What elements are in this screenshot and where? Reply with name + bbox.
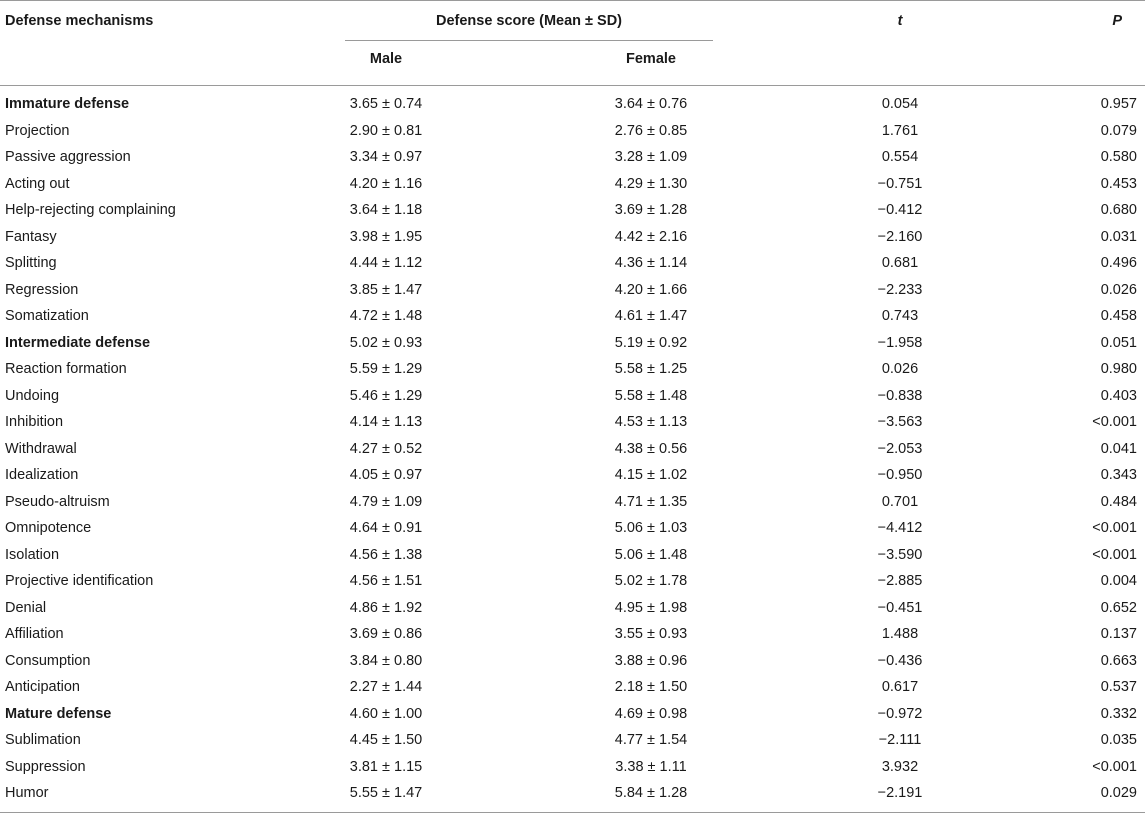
male-score-cell: 3.65 ± 0.74 xyxy=(349,96,423,112)
mechanism-cell: Omnipotence xyxy=(5,520,92,536)
t-value-cell: 0.681 xyxy=(881,255,919,271)
female-score-cell: 5.58 ± 1.25 xyxy=(614,361,688,377)
male-score-cell: 4.64 ± 0.91 xyxy=(349,520,423,536)
table-row xyxy=(0,144,1145,171)
header-male: Male xyxy=(369,51,403,67)
table-group-row xyxy=(0,91,1145,118)
male-score-cell: 3.98 ± 1.95 xyxy=(349,228,423,245)
table-row xyxy=(0,118,1145,145)
t-value-cell: 1.761 xyxy=(881,122,919,139)
female-score-cell: 4.53 ± 1.13 xyxy=(614,414,688,430)
table-row xyxy=(0,489,1145,516)
mechanism-cell: Undoing xyxy=(5,387,60,404)
male-score-cell: 4.05 ± 0.97 xyxy=(349,467,423,483)
female-score-cell: 3.55 ± 0.93 xyxy=(614,626,688,642)
p-value-cell: 0.680 xyxy=(1100,202,1137,218)
male-score-cell: 4.27 ± 0.52 xyxy=(349,440,423,457)
p-value-cell: 0.652 xyxy=(1100,599,1137,616)
male-score-cell: 3.69 ± 0.86 xyxy=(349,626,423,642)
header-defense-score: Defense score (Mean ± SD) xyxy=(435,13,623,29)
mechanism-cell: Projection xyxy=(5,122,70,139)
mechanism-cell: Regression xyxy=(5,281,79,298)
table-row xyxy=(0,462,1145,489)
mechanism-cell: Fantasy xyxy=(5,228,57,245)
p-value-cell: 0.453 xyxy=(1100,175,1137,192)
p-value-cell: 0.496 xyxy=(1100,255,1137,271)
mechanism-cell: Immature defense xyxy=(5,96,130,112)
mechanism-cell: Intermediate defense xyxy=(5,334,151,351)
t-value-cell: −0.412 xyxy=(877,202,923,218)
female-score-cell: 3.28 ± 1.09 xyxy=(614,149,688,165)
table-row xyxy=(0,409,1145,436)
table-row xyxy=(0,515,1145,542)
table-body xyxy=(0,91,1145,807)
table-row xyxy=(0,754,1145,781)
female-score-cell: 2.18 ± 1.50 xyxy=(614,679,688,695)
t-value-cell: −2.160 xyxy=(877,228,923,245)
t-value-cell: −2.191 xyxy=(877,785,923,801)
female-score-cell: 3.88 ± 0.96 xyxy=(614,652,688,669)
table-row xyxy=(0,224,1145,251)
mechanism-cell: Consumption xyxy=(5,652,91,669)
female-score-cell: 4.36 ± 1.14 xyxy=(614,255,688,271)
table-row xyxy=(0,568,1145,595)
male-score-cell: 5.55 ± 1.47 xyxy=(349,785,423,801)
table-row xyxy=(0,383,1145,410)
male-score-cell: 4.86 ± 1.92 xyxy=(349,599,423,616)
male-score-cell: 3.81 ± 1.15 xyxy=(349,758,423,775)
table-row xyxy=(0,277,1145,304)
t-value-cell: −3.590 xyxy=(877,546,923,563)
mechanism-cell: Splitting xyxy=(5,255,57,271)
female-score-cell: 5.58 ± 1.48 xyxy=(614,387,688,404)
table-row xyxy=(0,436,1145,463)
female-score-cell: 5.02 ± 1.78 xyxy=(614,573,688,589)
table-row xyxy=(0,197,1145,224)
t-value-cell: −1.958 xyxy=(877,334,923,351)
p-value-cell: 0.031 xyxy=(1100,228,1137,245)
p-value-cell: 0.980 xyxy=(1100,361,1137,377)
mechanism-cell: Denial xyxy=(5,599,47,616)
mechanism-cell: Humor xyxy=(5,785,49,801)
t-value-cell: −0.451 xyxy=(877,599,923,616)
t-value-cell: −2.885 xyxy=(877,573,923,589)
female-score-cell: 2.76 ± 0.85 xyxy=(614,122,688,139)
t-value-cell: −4.412 xyxy=(877,520,923,536)
p-value-cell: 0.051 xyxy=(1100,334,1137,351)
female-score-cell: 5.06 ± 1.48 xyxy=(614,546,688,563)
mechanism-cell: Isolation xyxy=(5,546,60,563)
mechanism-cell: Projective identification xyxy=(5,573,154,589)
female-score-cell: 5.19 ± 0.92 xyxy=(614,334,688,351)
male-score-cell: 4.72 ± 1.48 xyxy=(349,308,423,324)
female-score-cell: 4.95 ± 1.98 xyxy=(614,599,688,616)
mechanism-cell: Passive aggression xyxy=(5,149,131,165)
table-row xyxy=(0,356,1145,383)
mechanism-cell: Pseudo-altruism xyxy=(5,493,110,510)
male-score-cell: 4.79 ± 1.09 xyxy=(349,493,423,510)
male-score-cell: 5.59 ± 1.29 xyxy=(349,361,423,377)
t-value-cell: −0.950 xyxy=(877,467,923,483)
mechanism-cell: Withdrawal xyxy=(5,440,77,457)
t-value-cell: 3.932 xyxy=(881,758,919,775)
t-value-cell: −0.436 xyxy=(877,652,923,669)
header-bottom-rule xyxy=(0,85,1145,86)
p-value-cell: 0.957 xyxy=(1100,96,1137,112)
p-value-cell: 0.537 xyxy=(1100,679,1137,695)
p-value-cell: 0.343 xyxy=(1100,467,1137,483)
table-group-row xyxy=(0,330,1145,357)
female-score-cell: 4.71 ± 1.35 xyxy=(614,493,688,510)
mechanism-cell: Inhibition xyxy=(5,414,64,430)
female-score-cell: 4.15 ± 1.02 xyxy=(614,467,688,483)
p-value-cell: <0.001 xyxy=(1092,758,1137,775)
female-score-cell: 4.20 ± 1.66 xyxy=(614,281,688,298)
male-score-cell: 3.85 ± 1.47 xyxy=(349,281,423,298)
p-value-cell: 0.004 xyxy=(1100,573,1137,589)
t-value-cell: −2.053 xyxy=(877,440,923,457)
p-value-cell: 0.403 xyxy=(1100,387,1137,404)
p-value-cell: 0.580 xyxy=(1100,149,1137,165)
table-row xyxy=(0,171,1145,198)
male-score-cell: 4.44 ± 1.12 xyxy=(349,255,423,271)
p-value-cell: 0.332 xyxy=(1100,705,1137,722)
female-score-cell: 4.61 ± 1.47 xyxy=(614,308,688,324)
t-value-cell: −0.972 xyxy=(877,705,923,722)
p-value-cell: <0.001 xyxy=(1092,414,1137,430)
header-p: P xyxy=(1112,13,1122,29)
female-score-cell: 3.38 ± 1.11 xyxy=(615,758,687,775)
male-score-cell: 3.84 ± 0.80 xyxy=(349,652,423,669)
t-value-cell: 1.488 xyxy=(881,626,919,642)
p-value-cell: 0.026 xyxy=(1100,281,1137,298)
t-value-cell: 0.054 xyxy=(881,96,919,112)
p-value-cell: <0.001 xyxy=(1092,546,1137,563)
female-score-cell: 4.29 ± 1.30 xyxy=(614,175,688,192)
female-score-cell: 4.38 ± 0.56 xyxy=(614,440,688,457)
table-row xyxy=(0,303,1145,330)
female-score-cell: 4.69 ± 0.98 xyxy=(614,705,688,722)
mechanism-cell: Anticipation xyxy=(5,679,80,695)
mechanism-cell: Idealization xyxy=(5,467,79,483)
table-row xyxy=(0,727,1145,754)
t-value-cell: −2.111 xyxy=(878,732,922,748)
male-score-cell: 4.20 ± 1.16 xyxy=(349,175,423,192)
p-value-cell: 0.663 xyxy=(1100,652,1137,669)
p-value-cell: 0.137 xyxy=(1100,626,1137,642)
table-bottom-rule xyxy=(0,812,1145,813)
table-row xyxy=(0,780,1145,807)
male-score-cell: 4.45 ± 1.50 xyxy=(349,732,423,748)
female-score-cell: 4.42 ± 2.16 xyxy=(614,228,688,245)
table-row xyxy=(0,648,1145,675)
male-score-cell: 2.27 ± 1.44 xyxy=(349,679,423,695)
header-t: t xyxy=(897,13,903,29)
t-value-cell: 0.026 xyxy=(881,361,919,377)
male-score-cell: 5.02 ± 0.93 xyxy=(349,334,423,351)
female-score-cell: 5.06 ± 1.03 xyxy=(614,520,688,536)
table-row xyxy=(0,621,1145,648)
mechanism-cell: Somatization xyxy=(5,308,89,324)
t-value-cell: 0.617 xyxy=(881,679,919,695)
p-value-cell: <0.001 xyxy=(1092,520,1137,536)
female-score-cell: 3.64 ± 0.76 xyxy=(614,96,688,112)
p-value-cell: 0.035 xyxy=(1100,732,1137,748)
t-value-cell: 0.554 xyxy=(881,149,919,165)
p-value-cell: 0.458 xyxy=(1100,308,1137,324)
table-row xyxy=(0,595,1145,622)
table-row xyxy=(0,542,1145,569)
male-score-cell: 4.14 ± 1.13 xyxy=(349,414,423,430)
header-female: Female xyxy=(626,51,676,67)
female-score-cell: 4.77 ± 1.54 xyxy=(614,732,688,748)
mechanism-cell: Acting out xyxy=(5,175,70,192)
mechanism-cell: Mature defense xyxy=(5,705,112,722)
mechanism-cell: Sublimation xyxy=(5,732,81,748)
table-top-rule xyxy=(0,0,1145,1)
t-value-cell: −2.233 xyxy=(877,281,923,298)
male-score-cell: 4.56 ± 1.38 xyxy=(349,546,423,563)
header-defense-mechanisms: Defense mechanisms xyxy=(5,13,154,29)
table-row xyxy=(0,250,1145,277)
t-value-cell: −3.563 xyxy=(877,414,923,430)
header-span-rule xyxy=(345,40,713,41)
male-score-cell: 2.90 ± 0.81 xyxy=(349,122,423,139)
table-group-row xyxy=(0,701,1145,728)
t-value-cell: 0.743 xyxy=(881,308,919,324)
female-score-cell: 5.84 ± 1.28 xyxy=(614,785,688,801)
mechanism-cell: Reaction formation xyxy=(5,361,127,377)
p-value-cell: 0.079 xyxy=(1100,122,1137,139)
mechanism-cell: Help-rejecting complaining xyxy=(5,202,176,218)
male-score-cell: 4.60 ± 1.00 xyxy=(349,705,423,722)
male-score-cell: 4.56 ± 1.51 xyxy=(349,573,423,589)
t-value-cell: −0.838 xyxy=(877,387,923,404)
t-value-cell: −0.751 xyxy=(877,175,923,192)
male-score-cell: 3.34 ± 0.97 xyxy=(349,149,423,165)
p-value-cell: 0.041 xyxy=(1100,440,1137,457)
t-value-cell: 0.701 xyxy=(881,493,919,510)
female-score-cell: 3.69 ± 1.28 xyxy=(614,202,688,218)
male-score-cell: 5.46 ± 1.29 xyxy=(349,387,423,404)
mechanism-cell: Suppression xyxy=(5,758,86,775)
p-value-cell: 0.029 xyxy=(1100,785,1137,801)
male-score-cell: 3.64 ± 1.18 xyxy=(349,202,423,218)
p-value-cell: 0.484 xyxy=(1100,493,1137,510)
table-row xyxy=(0,674,1145,701)
mechanism-cell: Affiliation xyxy=(5,626,64,642)
